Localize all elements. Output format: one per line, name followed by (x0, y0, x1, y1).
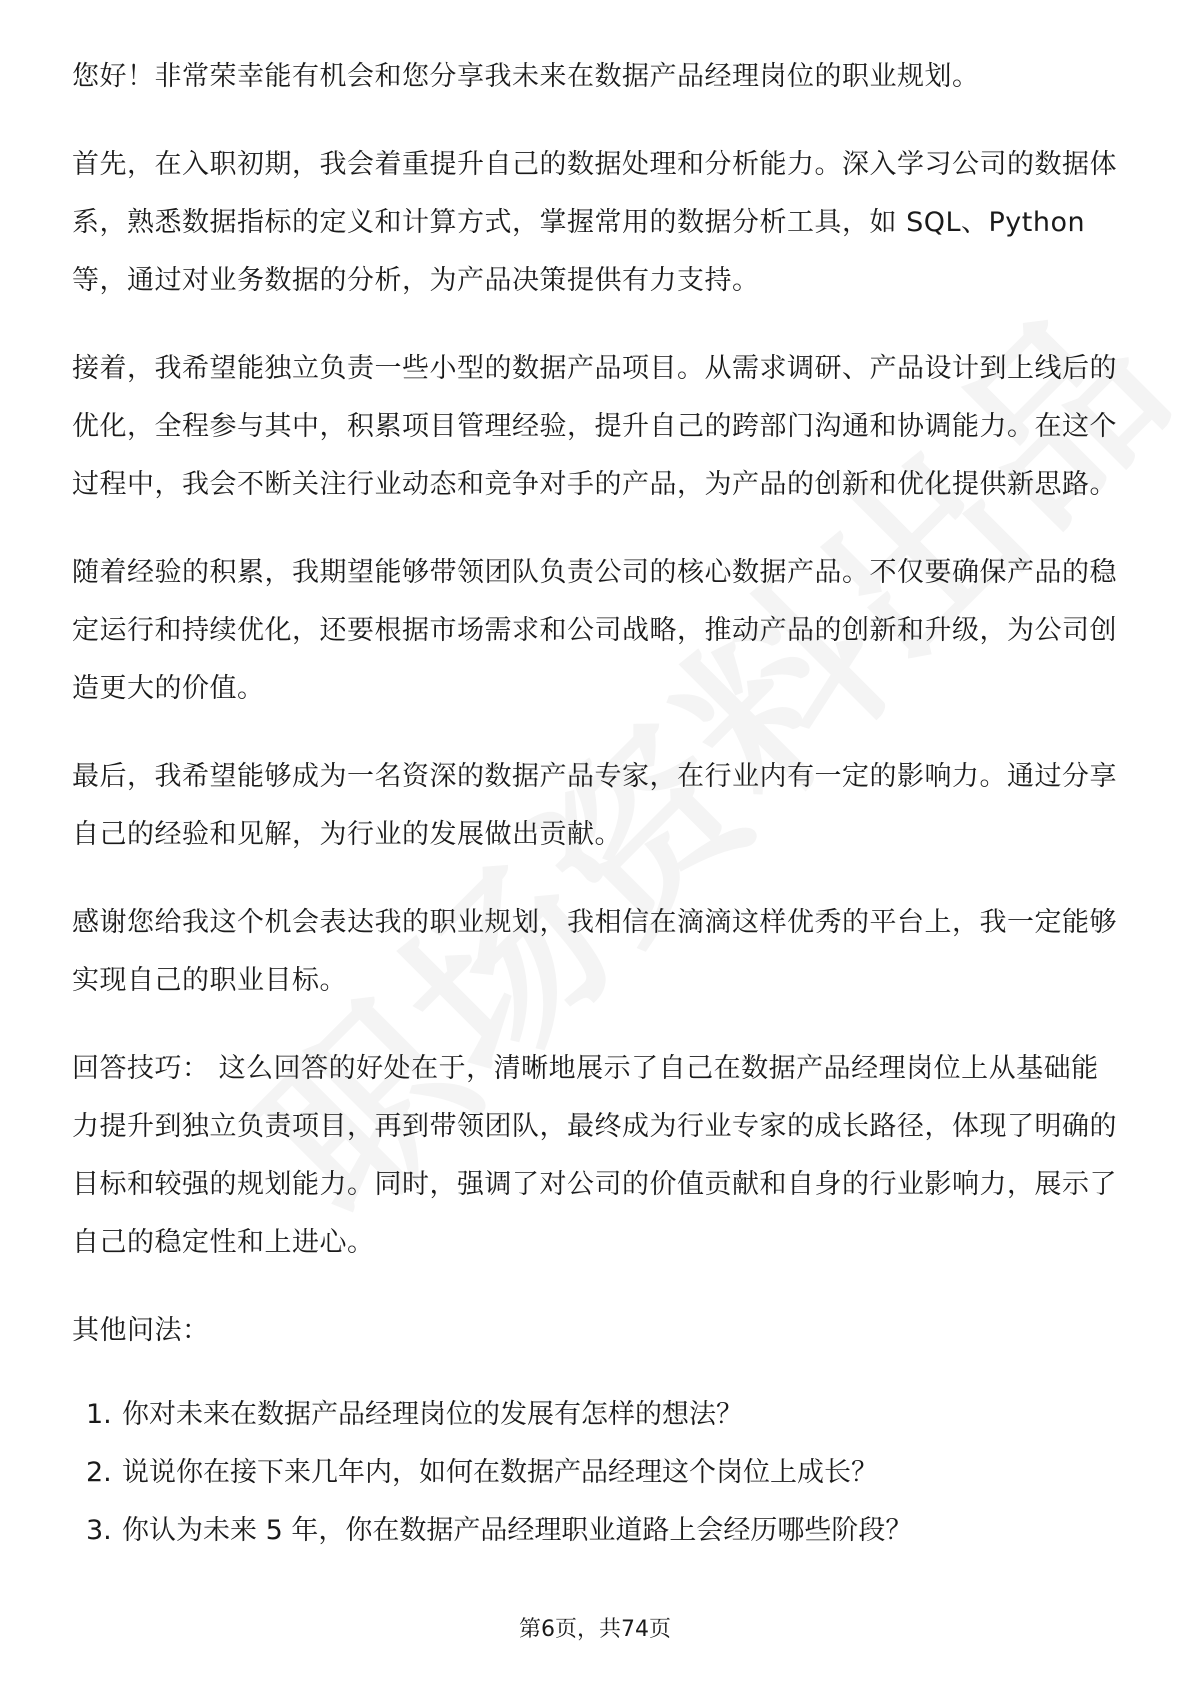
list-text: 你对未来在数据产品经理岗位的发展有怎样的想法？ (122, 1399, 743, 1430)
page-footer: 第6页，共74页 (519, 1617, 671, 1642)
list-item (86, 1444, 1118, 1502)
paragraph-finally: 最后，我希望能够成为一名资深的数据产品专家，在行业内有一定的影响力。通过分享自己的经验和见解，为行业的发展做出贡献。 (72, 761, 1117, 850)
list-number: 2. (86, 1457, 112, 1488)
question-list (72, 1386, 1118, 1560)
list-text: 你认为未来 5 年，你在数据产品经理职业道路上会经历哪些阶段？ (122, 1515, 913, 1546)
paragraph-other-questions-heading: 其他问法： (72, 1315, 210, 1346)
paragraph-greeting: 您好！非常荣幸能有机会和您分享我未来在数据产品经理岗位的职业规划。 (72, 61, 980, 92)
paragraph-experience: 随着经验的积累，我期望能够带领团队负责公司的核心数据产品。不仅要确保产品的稳定运行和持续优化，还要根据市场需求和公司战略，推动产品的创新和升级，为公司创造更大的价值。 (72, 557, 1117, 704)
list-number: 1. (86, 1399, 112, 1430)
paragraph-thanks: 感谢您给我这个机会表达我的职业规划，我相信在滴滴这样优秀的平台上，我一定能够实现自己的职业目标。 (72, 907, 1117, 996)
list-item (86, 1386, 1118, 1444)
list-number: 3. (86, 1515, 112, 1546)
paragraph-answer-tips: 回答技巧： 这么回答的好处在于，清晰地展示了自己在数据产品经理岗位上从基础能力提升到独立负责项目，再到带领团队，最终成为行业专家的成长路径，体现了明确的目标和较强的规划能力。同时，强调了对公司的价值贡献和自身的行业影响力，展示了自己的稳定性和上进心。 (72, 1053, 1117, 1258)
list-item (86, 1502, 1118, 1560)
document-body (72, 48, 1118, 1560)
paragraph-first: 首先，在入职初期，我会着重提升自己的数据处理和分析能力。深入学习公司的数据体系，熟悉数据指标的定义和计算方式，掌握常用的数据分析工具，如 SQL、Python 等，通过对业务数据的分析，为产品决策提供有力支持。 (72, 149, 1117, 296)
list-text: 说说你在接下来几年内，如何在数据产品经理这个岗位上成长？ (122, 1457, 878, 1488)
paragraph-next: 接着，我希望能独立负责一些小型的数据产品项目。从需求调研、产品设计到上线后的优化，全程参与其中，积累项目管理经验，提升自己的跨部门沟通和协调能力。在这个过程中，我会不断关注行业动态和竞争对手的产品，为产品的创新和优化提供新思路。 (72, 353, 1117, 500)
